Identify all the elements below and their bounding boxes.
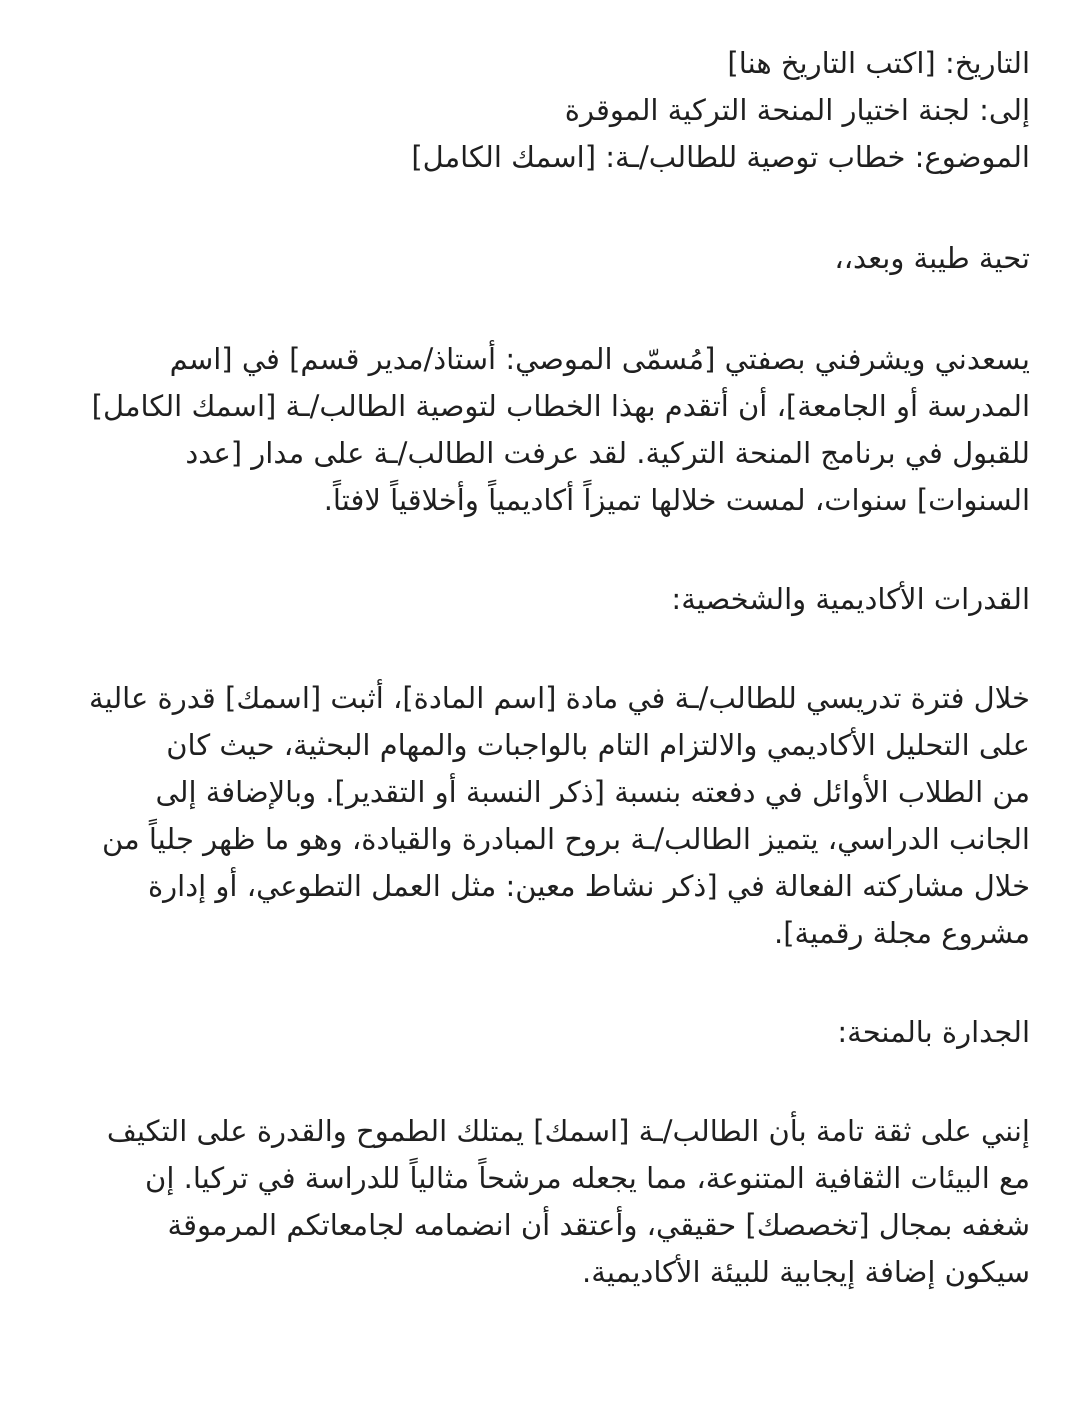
intro-paragraph — [50, 336, 1030, 524]
date-line: التاريخ: [اكتب التاريخ هنا] — [727, 46, 1030, 80]
spacer — [50, 524, 1030, 576]
spacer — [50, 957, 1030, 1009]
paragraph-line: مشروع مجلة رقمية]. — [773, 916, 1030, 950]
subject-line: الموضوع: خطاب توصية للطالب/ـة: [اسمك الكامل] — [411, 140, 1030, 174]
paragraph-line: المدرسة أو الجامعة]، أن أتقدم بهذا الخطاب لتوصية الطالب/ـة [اسمك الكامل] — [91, 389, 1030, 423]
section-heading-merit: الجدارة بالمنحة: — [837, 1015, 1030, 1049]
spacer — [50, 181, 1030, 235]
recipient-line: إلى: لجنة اختيار المنحة التركية الموقرة — [564, 93, 1030, 127]
letter-header — [50, 40, 1030, 181]
paragraph-line: من الطلاب الأوائل في دفعته بنسبة [ذكر النسبة أو التقدير]. وبالإضافة إلى — [155, 775, 1030, 809]
spacer — [50, 1056, 1030, 1108]
section-heading-abilities: القدرات الأكاديمية والشخصية: — [671, 582, 1030, 616]
paragraph-line: السنوات] سنوات، لمست خلالها تميزاً أكاديمياً وأخلاقياً لافتاً. — [323, 483, 1030, 517]
paragraph-line: الجانب الدراسي، يتميز الطالب/ـة بروح المبادرة والقيادة، وهو ما ظهر جلياً من — [102, 822, 1030, 856]
paragraph-line: للقبول في برنامج المنحة التركية. لقد عرفت الطالب/ـة على مدار [عدد — [185, 436, 1030, 470]
abilities-paragraph — [50, 675, 1030, 957]
paragraph-line: خلال مشاركته الفعالة في [ذكر نشاط معين: مثل العمل التطوعي، أو إدارة — [147, 869, 1030, 903]
paragraph-line: على التحليل الأكاديمي والالتزام التام بالواجبات والمهام البحثية، حيث كان — [166, 728, 1030, 762]
paragraph-line: إنني على ثقة تامة بأن الطالب/ـة [اسمك] يمتلك الطموح والقدرة على التكيف — [106, 1114, 1030, 1148]
greeting: تحية طيبة وبعد،، — [834, 241, 1030, 275]
paragraph-line: يسعدني ويشرفني بصفتي [مُسمّى الموصي: أستاذ/مدير قسم] في [اسم — [169, 342, 1030, 376]
spacer — [50, 623, 1030, 675]
paragraph-line: خلال فترة تدريسي للطالب/ـة في مادة [اسم المادة]، أثبت [اسمك] قدرة عالية — [89, 681, 1030, 715]
paragraph-line: سيكون إضافة إيجابية للبيئة الأكاديمية. — [582, 1255, 1030, 1289]
merit-paragraph — [50, 1108, 1030, 1296]
paragraph-line: مع البيئات الثقافية المتنوعة، مما يجعله مرشحاً مثالياً للدراسة في تركيا. إن — [145, 1161, 1030, 1195]
spacer — [50, 282, 1030, 336]
paragraph-line: شغفه بمجال [تخصصك] حقيقي، وأعتقد أن انضمامه لجامعاتكم المرموقة — [167, 1208, 1030, 1242]
